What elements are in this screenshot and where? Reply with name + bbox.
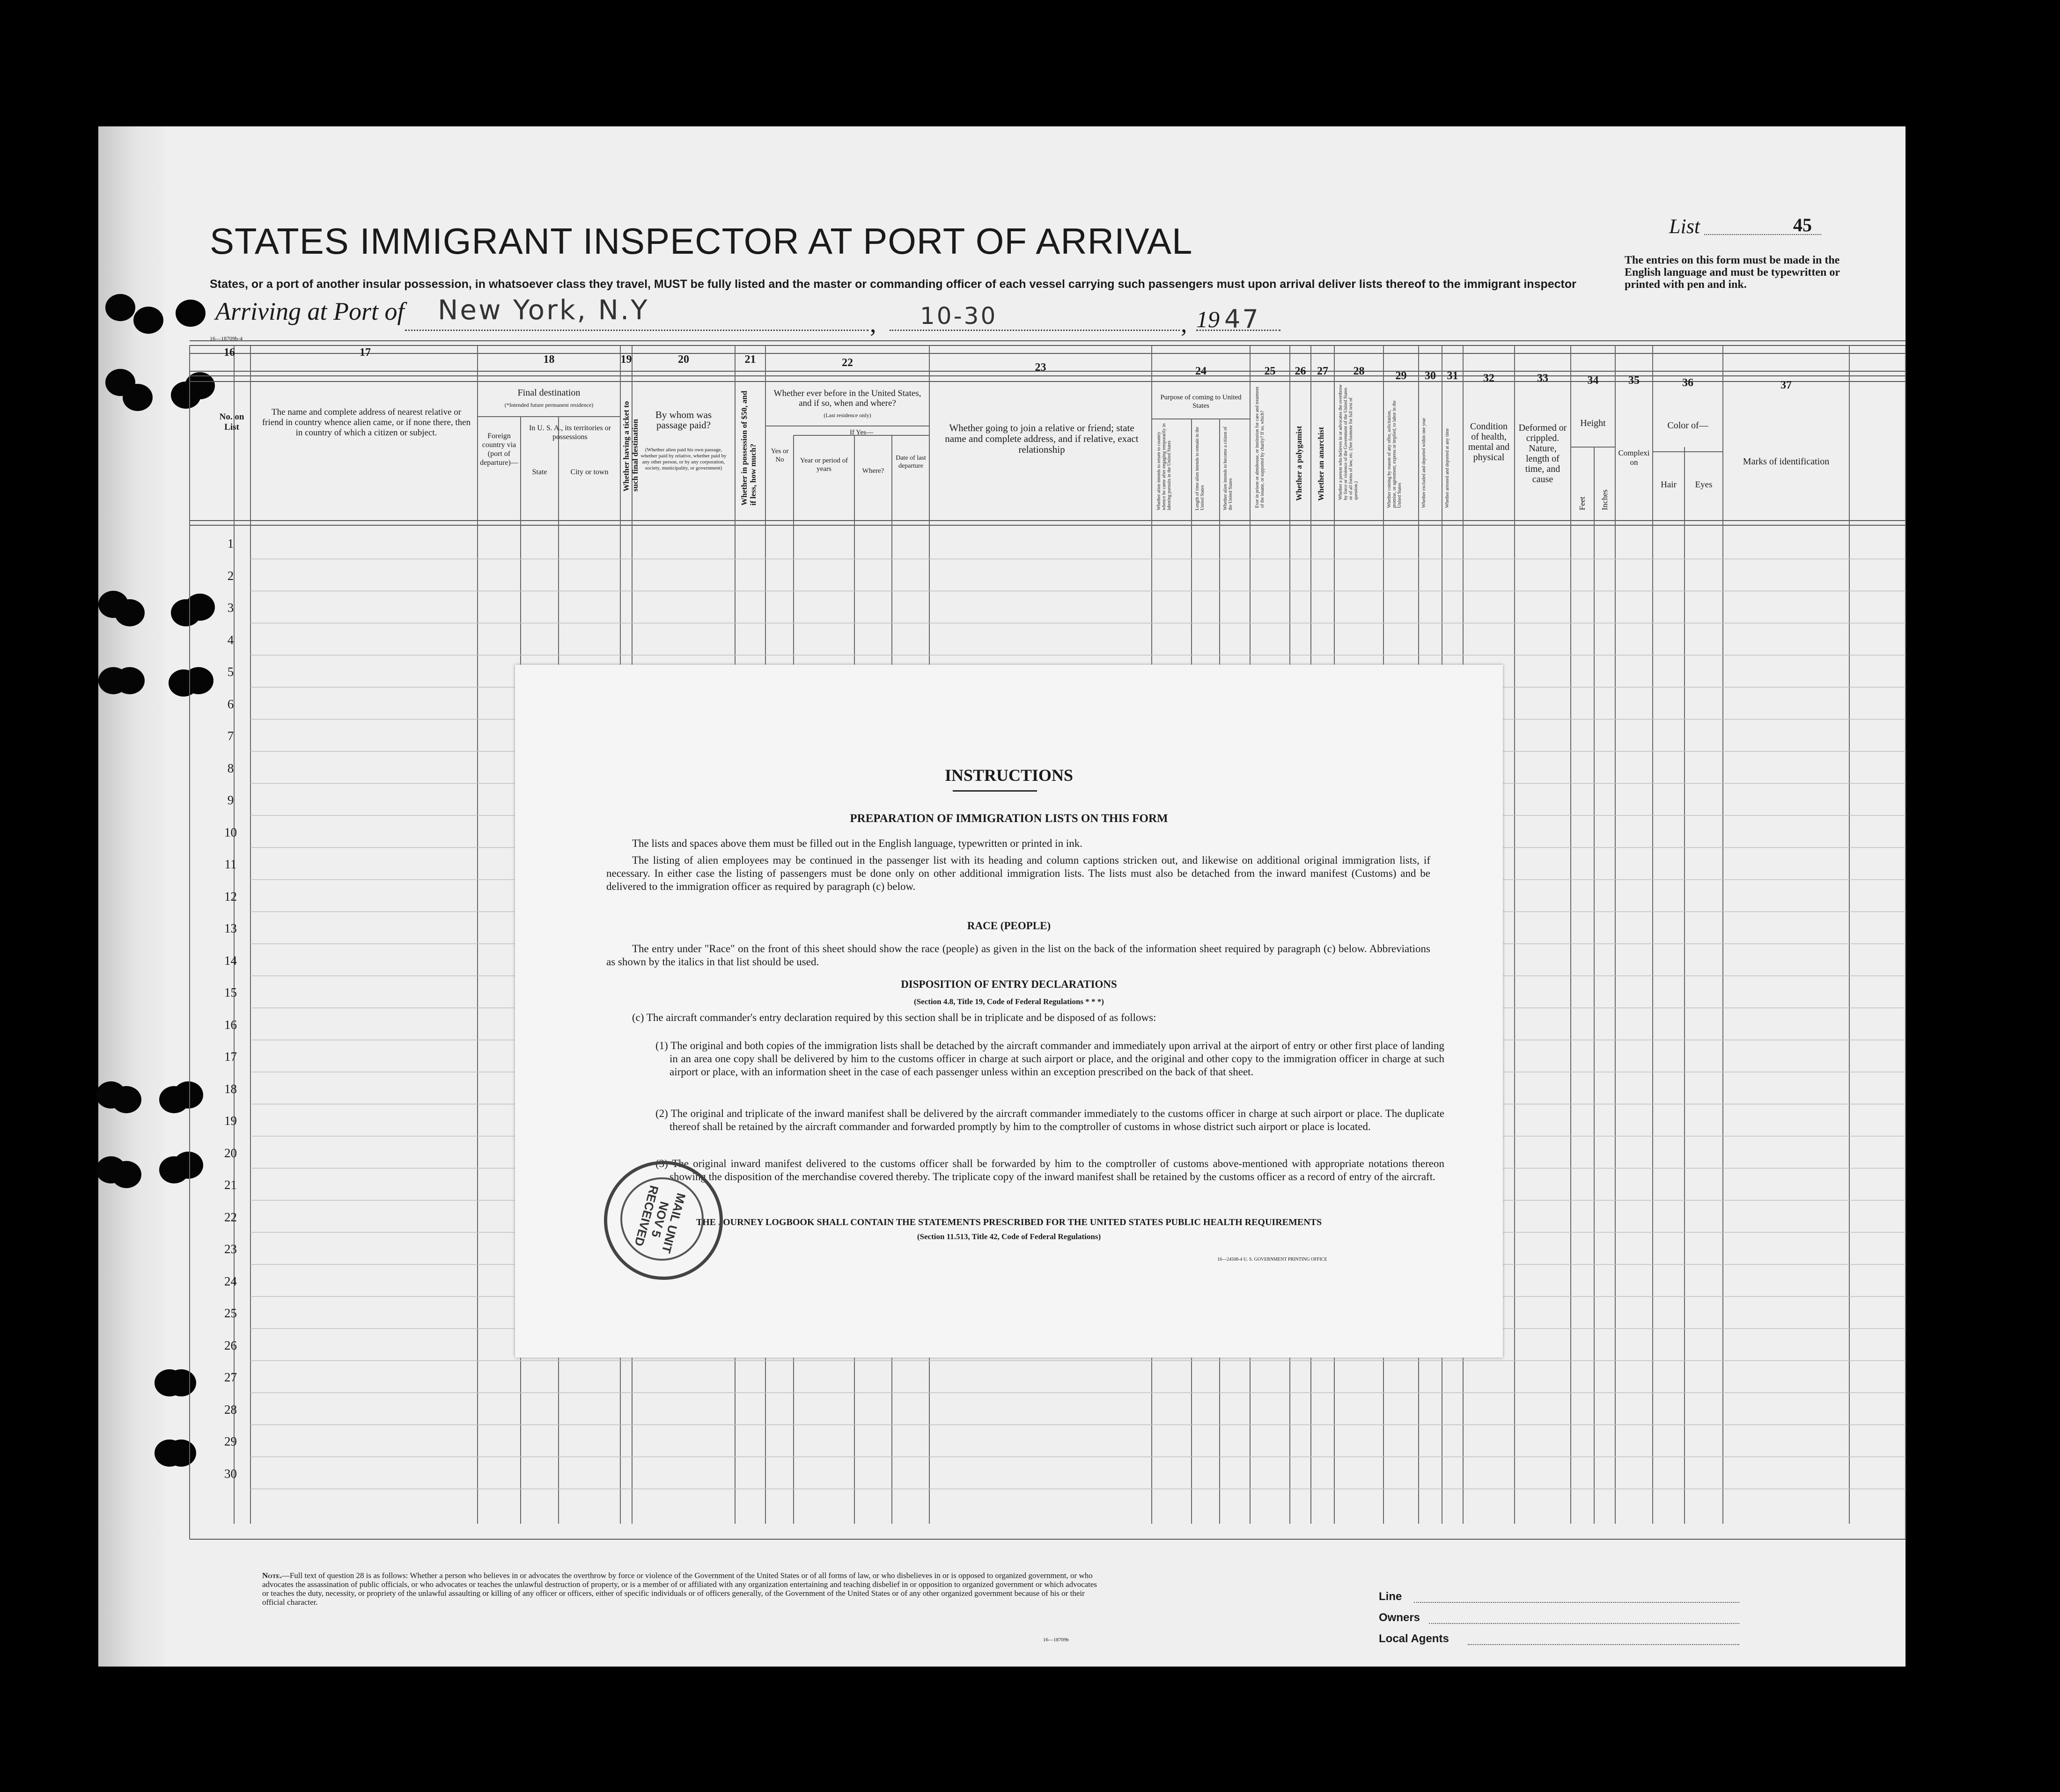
header-passage-note: (Whether alien paid his own passage, whether paid by relative, whether paid by any other person, or by any corporation, society, municipality, or government) — [640, 447, 727, 471]
col-num-33: 33 — [1537, 372, 1548, 384]
row-number: 20 — [224, 1146, 237, 1160]
header-final-destination: Final destination — [517, 388, 581, 398]
agents-label: Local Agents — [1379, 1632, 1449, 1645]
header-last-residence: (Last residence only) — [824, 412, 871, 419]
journey-ref: (Section 11.513, Title 42, Code of Federal Regulations) — [917, 1232, 1101, 1241]
stamp-text: MAIL UNIT NOV 5 RECEIVED — [632, 1184, 689, 1255]
row-number: 13 — [224, 921, 237, 935]
row-number: 5 — [227, 665, 234, 679]
header-offer: Whether coming by reason of any offer, solicitation, promise, or agreement, express or implied, to labor in the United States — [1387, 400, 1402, 508]
row-number: 28 — [224, 1402, 237, 1417]
header-excluded: Whether excluded and deported within one year — [1421, 418, 1427, 508]
form-title: STATES IMMIGRANT INSPECTOR AT PORT OF ARRIVAL — [210, 220, 1193, 262]
header-join-relative: Whether going to join a relative or friend; state name and complete address, and if relative, exact relationship — [945, 422, 1139, 455]
owners-label: Owners — [1379, 1611, 1420, 1624]
col-num-19: 19 — [620, 353, 632, 366]
row-number: 18 — [224, 1081, 237, 1096]
header-purpose: Purpose of coming to United States — [1160, 394, 1242, 410]
header-if-yes: If Yes— — [849, 429, 873, 436]
col-num-29: 29 — [1395, 370, 1407, 382]
header-passage-paid: By whom was passage paid? — [655, 409, 712, 431]
row-number: 26 — [224, 1338, 237, 1352]
row-number: 2 — [227, 568, 234, 583]
footnote-text: —Full text of question 28 is as follows: Whether a person who believes in or advocates the overthrow by force or violence of the Government of the United States or of all forms of law, or who disbelieves in or is opposed to organized government, or who advocates the assassination of public officials, or who advocates or teaches the unlawful destruction of property, or is a member of or affiliated with any organization entertaining and teaching disbelief in or opposition to organized government or which advocates or teaches the duty, necessity, or propriety of the unlawful assaulting or killing of any officer or officers, either of specific individuals or of officers generally, of the Government of the United States or of any other organized government because of his or their official character. — [262, 1571, 1097, 1607]
header-ever-before-in-us: Whether ever before in the United States, and if so, when and where? — [773, 389, 921, 408]
col-num-28: 28 — [1353, 365, 1365, 377]
header-hair: Hair — [1661, 480, 1677, 490]
row-number: 14 — [224, 953, 237, 968]
list-number: 45 — [1793, 214, 1812, 235]
arriving-label: Arriving at Port of — [215, 297, 405, 325]
col-num-27: 27 — [1317, 365, 1328, 377]
race-heading: RACE (PEOPLE) — [967, 920, 1051, 932]
agents-field — [1468, 1644, 1739, 1645]
header-fifty-dollars: Whether in possession of $50, and if less, how much? — [740, 390, 758, 506]
row-number: 7 — [227, 729, 234, 743]
col-num-21: 21 — [744, 353, 756, 366]
list-label: List — [1669, 215, 1700, 238]
header-foreign-country: Foreign country via (port of departure)— — [480, 432, 518, 467]
row-number: 30 — [224, 1466, 237, 1481]
header-year-period: Year or period of years — [800, 457, 848, 473]
row-number: 9 — [227, 793, 234, 807]
col-num-17: 17 — [360, 346, 371, 359]
header-deformed: Deformed or crippled. Nature, length of time, and cause — [1518, 423, 1567, 485]
row-number: 6 — [227, 697, 234, 711]
row-number: 1 — [227, 536, 234, 551]
header-marks-identification: Marks of identification — [1743, 456, 1830, 467]
form-code: 16—18709b-4 — [210, 335, 243, 342]
col-num-32: 32 — [1483, 372, 1494, 384]
row-number: 8 — [227, 761, 234, 775]
col-num-26: 26 — [1295, 365, 1306, 377]
header-nearest-relative: The name and complete address of nearest relative or friend in country whence alien came, or if none there, then in country of which a citizen or subject. — [262, 407, 471, 438]
row-number: 19 — [224, 1114, 237, 1128]
row-number: 23 — [224, 1242, 237, 1256]
header-date-last-departure: Date of last departure — [896, 455, 926, 470]
col-num-34: 34 — [1587, 375, 1599, 387]
row-number: 27 — [224, 1370, 237, 1384]
journey-logbook: THE JOURNEY LOGBOOK SHALL CONTAIN THE STATEMENTS PRESCRIBED FOR THE UNITED STATES PUBLIC HEALTH REQUIREMENTS — [696, 1217, 1322, 1227]
comma: , — [1181, 309, 1187, 338]
row-number: 11 — [224, 857, 237, 871]
instructions-item-2: (2) The original and triplicate of the inward manifest shall be delivered by the aircraft commander immediately to the customs officer in charge at such airport or place. The duplicate thereof shall be retained by the aircraft commander and forwarded promptly by him to the comptroller of customs in whose district such airport or place is located. — [655, 1108, 1444, 1132]
row-number: 15 — [224, 985, 237, 999]
header-city-or-town: City or town — [570, 468, 609, 476]
header-feet: Feet — [1578, 496, 1587, 510]
row-number: 16 — [224, 1017, 237, 1032]
col-num-25: 25 — [1264, 365, 1276, 377]
date-handwritten: 10-30 — [920, 302, 998, 330]
instructions-p3: The entry under "Race" on the front of this sheet should show the race (people) as given in the list on the back of the information sheet required by paragraph (c) below. Abbreviations as shown by the italics in that list should be used. — [606, 943, 1430, 968]
instructions-item-1: (1) The original and both copies of the immigration lists shall be detached by the aircraft commander and immediately upon arrival at the airport of entry or other first place of landing in an area one copy shall be delivered by him to the customs officer in charge at such airport or place, and the original and other copy to the immigration officer in charge at such airport or place, with an information sheet in the case of each passenger unless within an exception prescribed on the back of that sheet. — [655, 1040, 1444, 1078]
instructions-p2: The listing of alien employees may be continued in the passenger list with its heading and column captions stricken out, and likewise on additional original immigration lists, if necessary. In either case the listing of passengers must be done only on other additional immigration lists. The lists must also be detached from the inward manifest (Customs) and be delivered to the immigration officer as required by paragraph (c) below. — [606, 854, 1430, 892]
header-health: Condition of health, mental and physical — [1468, 421, 1510, 463]
col-num-31: 31 — [1447, 370, 1458, 382]
row-number: 24 — [224, 1274, 237, 1288]
comma: , — [870, 309, 876, 338]
header-height: Height — [1580, 418, 1606, 428]
instructions-pc: (c) The aircraft commander's entry declaration required by this section shall be in triplicate and be disposed of as follows: — [632, 1012, 1156, 1023]
header-polygamist: Whether a polygamist — [1295, 426, 1303, 501]
col-num-36: 36 — [1682, 377, 1693, 389]
line-field — [1414, 1602, 1739, 1603]
footnote-code: 16—18709b — [1043, 1637, 1069, 1643]
col-num-24: 24 — [1195, 365, 1207, 377]
col-num-35: 35 — [1628, 375, 1640, 387]
header-in-usa: In U. S. A., its territories or possessions — [529, 424, 611, 441]
instructions-rule — [953, 790, 1037, 792]
year-prefix: 19 — [1196, 306, 1220, 332]
header-yes-no: Yes or No — [771, 448, 789, 463]
footnote-label: Note. — [262, 1571, 282, 1580]
instructions-subtitle: PREPARATION OF IMMIGRATION LISTS ON THIS FORM — [850, 812, 1168, 825]
header-where: Where? — [862, 467, 884, 475]
disposition-heading: DISPOSITION OF ENTRY DECLARATIONS — [901, 978, 1117, 990]
line-label: Line — [1379, 1590, 1402, 1603]
form-subtitle: States, or a port of another insular possession, in whatsoever class they travel, MUST be fully listed and the master or commanding officer of each vessel carrying such passengers must upon arrival deliver lists thereof to the immigrant inspector — [210, 278, 1576, 291]
col-num-20: 20 — [678, 353, 689, 366]
header-final-destination-note: (*Intended future permanent residence) — [504, 402, 594, 408]
col-num-30: 30 — [1425, 370, 1436, 382]
col-num-37: 37 — [1780, 379, 1792, 391]
row-number: 29 — [224, 1434, 237, 1448]
header-arrested: Whether arrested and deported at any time — [1445, 428, 1450, 508]
footnote — [262, 1571, 1105, 1607]
row-number: 17 — [224, 1050, 237, 1064]
header-ticket: Whether having a ticket to such final destination — [622, 401, 640, 492]
row-number: 22 — [224, 1210, 237, 1224]
row-number: 3 — [227, 601, 234, 615]
instructions-item-3: (3) The original inward manifest delivered to the customs officer shall be forwarded by him to the comptroller of customs above-mentioned with appropriate notations thereon showing the disposition of the merchandise covered thereby. The triplicate copy of the inward manifest shall be retained by the customs officer as a record of entry of the aircraft. — [655, 1158, 1444, 1182]
owners-field — [1429, 1623, 1739, 1624]
port-handwritten: New York, N.Y — [438, 294, 649, 326]
header-overthrow: Whether a person who believes in or advocates the overthrow by force or violence of the Government of the United States or of all forms of law, etc. (See footnote for full text of question.) — [1338, 384, 1359, 500]
header-inches: Inches — [1600, 489, 1609, 510]
header-no-on-list: No. on List — [219, 412, 244, 432]
header-purpose-return: Whether alien intends to return to country whence he came after engaging temporarily in laboring pursuits in the United States — [1156, 423, 1172, 510]
header-eyes: Eyes — [1695, 480, 1713, 490]
disposition-ref: (Section 4.8, Title 19, Code of Federal Regulations * * *) — [914, 997, 1104, 1006]
header-prison: Ever in prison or almshouse, or institution for care and treatment of the insane, or supported by charity? If so, which? — [1255, 386, 1265, 508]
row-number: 10 — [224, 825, 237, 839]
col-num-23: 23 — [1035, 361, 1046, 374]
header-state: State — [532, 468, 547, 476]
row-number: 4 — [227, 632, 234, 647]
year-handwritten: 47 — [1224, 304, 1260, 334]
language-note: The entries on this form must be made in the English language and must be typewritten or printed with pen and ink. — [1625, 254, 1840, 291]
row-number: 21 — [224, 1178, 237, 1192]
row-number: 12 — [224, 889, 237, 903]
instructions-title: INSTRUCTIONS — [944, 766, 1074, 785]
col-num-22: 22 — [842, 357, 853, 369]
header-color-of: Color of— — [1667, 420, 1708, 431]
instructions-p1: The lists and spaces above them must be filled out in the English language, typewritten or printed in ink. — [632, 837, 1082, 849]
header-anarchist: Whether an anarchist — [1317, 426, 1325, 501]
row-number: 25 — [224, 1306, 237, 1320]
printer-code: 16—24508-4 U. S. GOVERNMENT PRINTING OFFICE — [1217, 1257, 1327, 1262]
col-num-16: 16 — [224, 346, 235, 359]
header-purpose-length: Length of time alien intends to remain in the United States — [1195, 426, 1205, 510]
col-num-18: 18 — [543, 353, 555, 366]
header-purpose-citizen: Whether alien intends to become a citizen of the United States — [1223, 426, 1233, 510]
header-complexion: Complexion — [1618, 448, 1650, 467]
